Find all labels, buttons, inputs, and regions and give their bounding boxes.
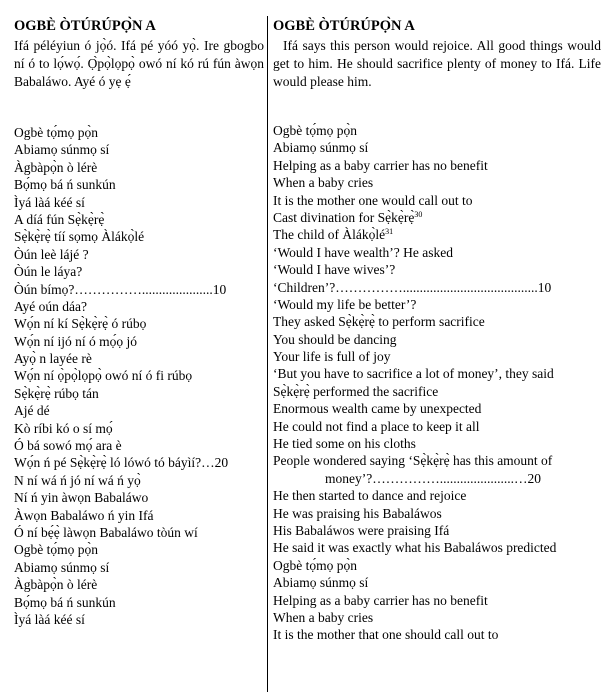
english-verse-line-text: When a baby cries: [273, 175, 374, 191]
yoruba-verse-line: [14, 281, 228, 298]
yoruba-verse-line: [14, 559, 228, 576]
english-verse-line: [273, 505, 556, 522]
english-verse-line: [273, 452, 556, 469]
english-verse-line: [273, 365, 556, 382]
english-verse-line: [273, 244, 556, 261]
footnote-marker: 31: [385, 227, 394, 237]
english-verse-line-text: He was praising his Babaláwos: [273, 505, 442, 521]
yoruba-verse-line-text: Wọ́n ní ọ̀pọ̀lọpọ̀ owó ní ó fi rúbọ: [14, 368, 193, 384]
yoruba-verse-line: [14, 402, 228, 419]
yoruba-verse-line: [14, 315, 228, 332]
yoruba-verse-line: [14, 176, 228, 193]
english-verse-line: [273, 574, 556, 591]
yoruba-verse-line-text: Òún bímọ?…………….....................10: [14, 281, 227, 297]
english-verse-line-text: When a baby cries: [273, 609, 374, 625]
english-verse-line: [273, 209, 556, 226]
english-verse-line: [273, 383, 556, 400]
english-verse-line-text: ‘Would my life be better’?: [273, 296, 417, 312]
yoruba-verse-line-text: Wọ́n ní kí Sẹ̀kẹ̀rẹ̀ ó rúbọ: [14, 316, 147, 332]
yoruba-verse-line: [14, 333, 228, 350]
yoruba-verse-line: [14, 141, 228, 158]
yoruba-verse-line: [14, 541, 228, 558]
yoruba-verse-line: [14, 159, 228, 176]
yoruba-verse-line-text: Àgbàpọ̀n ò lérè: [14, 577, 98, 593]
english-verse-line-text: Cast divination for Sẹ̀kẹ̀rẹ̀: [273, 209, 415, 225]
english-verse-line-text: ‘Children’?……………........................................10: [273, 279, 552, 295]
english-verse-line-text: Enormous wealth came by unexpected: [273, 401, 482, 417]
english-verse-line: [273, 261, 556, 278]
english-verse-line: [273, 418, 556, 435]
yoruba-intro-paragraph: Ifá péléyiun ó jọ̀ó. Ifá pé yóó yọ̀. Ire gbogbo ní ó to lọ́wọ́. Ọ̀pọ̀lọpọ̀ owó ní kó rú fún àwọn Babaláwo. Ayé ó yẹ ẹ́: [14, 38, 264, 89]
yoruba-verse-line: [14, 211, 228, 228]
english-verse-line-text: His Babaláwos were praising Ifá: [273, 522, 450, 538]
yoruba-verse-line: [14, 472, 228, 489]
english-verse-line: [273, 174, 556, 191]
english-verse-line: [273, 331, 556, 348]
yoruba-verse-line: [14, 367, 228, 384]
yoruba-verse-line-text: Àwọn Babaláwo ń yin Ifá: [14, 507, 154, 523]
english-verse-line: [273, 400, 556, 417]
yoruba-verse-line-text: Òún leè lájé ?: [14, 246, 89, 262]
yoruba-verse-line-text: Sẹ̀kẹ̀rẹ̀ tíí sọmọ Àlákọ̀lé: [14, 229, 145, 245]
yoruba-verse-line-text: Ogbè tọ́mọ pọ̀n: [14, 125, 98, 140]
english-verse-line: [273, 557, 556, 574]
english-verse-line: [273, 435, 556, 452]
yoruba-verse-line: [14, 246, 228, 263]
yoruba-verse-line-text: Bọ́mọ bá ń sunkún: [14, 594, 116, 610]
yoruba-verse-line-text: Ìyá làá kéé sí: [14, 611, 85, 627]
english-verse-line-text: ‘But you have to sacrifice a lot of money’, they said: [273, 366, 554, 382]
yoruba-verse-line-text: Bọ́mọ bá ń sunkún: [14, 177, 116, 193]
yoruba-verse-line-text: Abiamọ súnmọ sí: [14, 142, 110, 158]
yoruba-verse-line-text: Àgbàpọ̀n ò lérè: [14, 159, 98, 175]
yoruba-verse-line-text: Wọ́n ní ijó ní ó mọ́ọ jó: [14, 333, 137, 349]
english-verse-lines: [273, 122, 556, 644]
yoruba-verse-line-text: Ní ń yin àwọn Babaláwo: [14, 490, 149, 506]
english-verse-line-text: The child of Àlákọ̀lé: [273, 227, 386, 243]
yoruba-verse-line-text: Ìyá làá kéé sí: [14, 194, 85, 210]
yoruba-verse-line-text: Ayé oún dáa?: [14, 298, 87, 314]
english-verse-line-text: Your life is full of joy: [273, 349, 391, 365]
yoruba-verse-line: [14, 489, 228, 506]
yoruba-verse-line: [14, 263, 228, 280]
yoruba-verse-title: OGBÈ ÒTÚRÚPỌ̀N A: [14, 18, 156, 34]
english-verse-line-text: Ogbè tọ́mọ pọ̀n: [273, 123, 357, 138]
english-verse-line-text: He said it was exactly what his Babaláwos predicted: [273, 540, 557, 556]
yoruba-verse-line-text: Ayọ̀ n layée rè: [14, 351, 92, 367]
english-verse-line-text: They asked Sẹ̀kẹ̀rẹ̀ to perform sacrifice: [273, 314, 485, 330]
english-verse-line: [273, 226, 556, 243]
english-verse-line-text: Ogbè tọ́mọ pọ̀n: [273, 557, 357, 573]
footnote-marker: 30: [414, 209, 423, 219]
english-verse-line: [273, 539, 556, 556]
english-verse-line: [273, 609, 556, 626]
yoruba-verse-line-text: Sẹ̀kẹ̀rẹ̀ rúbọ tán: [14, 385, 99, 401]
yoruba-verse-line-text: Òún le láya?: [14, 264, 83, 280]
english-verse-line-text: You should be dancing: [273, 331, 397, 347]
english-verse-line-text: He tied some on his cloths: [273, 436, 416, 452]
yoruba-verse-line-text: Ó bá sowó mọ́ ara è: [14, 438, 122, 454]
english-verse-line-text: Abiamọ súnmọ sí: [273, 575, 369, 591]
yoruba-verse-line: [14, 298, 228, 315]
english-verse-line-text: It is the mother one would call out to: [273, 192, 473, 208]
english-verse-line: [273, 522, 556, 539]
english-verse-line: [273, 296, 556, 313]
english-verse-line-text: ‘Would I have wealth’? He asked: [273, 244, 453, 260]
english-verse-line-text: Helping as a baby carrier has no benefit: [273, 592, 488, 608]
english-verse-line-text: ‘Would I have wives’?: [273, 262, 396, 278]
yoruba-verse-line: [14, 420, 228, 437]
english-verse-line-text: Helping as a baby carrier has no benefit: [273, 157, 488, 173]
english-verse-line-text: People wondered saying ‘Sẹ̀kẹ̀rẹ̀ has this amount of: [273, 453, 553, 469]
yoruba-verse-line-text: Ó ní bẹ́ẹ̀ làwọn Babaláwo tòún wí: [14, 524, 198, 540]
yoruba-verse-line-text: Ajé dé: [14, 403, 50, 419]
english-verse-line: [273, 157, 556, 174]
yoruba-verse-line: [14, 350, 228, 367]
english-verse-line: [273, 592, 556, 609]
english-verse-line-text: He could not find a place to keep it all: [273, 418, 480, 434]
yoruba-verse-line: [14, 507, 228, 524]
english-verse-line: [273, 470, 556, 487]
english-verse-line: [273, 487, 556, 504]
english-intro-paragraph: Ifá says this person would rejoice. All good things would get to him. He should sacrifice plenty of money to Ifá. Life would please him.: [273, 38, 601, 89]
column-divider: [267, 16, 268, 692]
english-verse-line: [273, 348, 556, 365]
yoruba-verse-line-text: N ní wá ń jó ní wá ń yọ̀: [14, 472, 141, 488]
yoruba-verse-line: [14, 124, 228, 141]
english-verse-line: [273, 122, 556, 139]
english-verse-line: [273, 279, 556, 296]
yoruba-verse-line: [14, 611, 228, 628]
yoruba-verse-line: [14, 454, 228, 471]
yoruba-verse-lines: [14, 124, 228, 628]
yoruba-verse-line: [14, 437, 228, 454]
yoruba-verse-line-text: Wọ́n ń pé Sẹ̀kẹ̀rẹ̀ ló lówó tó báyìí?…20: [14, 455, 229, 471]
yoruba-verse-line-text: Kò ríbi kó o sí mọ́: [14, 420, 113, 436]
english-verse-line-text: Sẹ̀kẹ̀rẹ̀ performed the sacrifice: [273, 383, 439, 399]
yoruba-verse-line-text: Abiamọ súnmọ sí: [14, 559, 110, 575]
english-verse-line: [273, 192, 556, 209]
yoruba-verse-line: [14, 524, 228, 541]
english-verse-line: [273, 313, 556, 330]
english-verse-line-text: It is the mother that one should call out to: [273, 627, 499, 643]
english-verse-line: [273, 626, 556, 643]
english-verse-line-text: money’?……………......................…20: [325, 470, 541, 486]
yoruba-verse-line: [14, 385, 228, 402]
english-verse-line: [273, 139, 556, 156]
english-verse-line-text: He then started to dance and rejoice: [273, 488, 467, 504]
yoruba-verse-line: [14, 576, 228, 593]
yoruba-verse-line-text: Ogbè tọ́mọ pọ̀n: [14, 542, 98, 558]
yoruba-verse-line: [14, 194, 228, 211]
english-verse-line-text: Abiamọ súnmọ sí: [273, 140, 369, 156]
english-verse-title: OGBÈ ÒTÚRÚPỌ̀N A: [273, 18, 415, 34]
yoruba-verse-line: [14, 594, 228, 611]
yoruba-verse-line: [14, 228, 228, 245]
yoruba-verse-line-text: A díá fún Sẹ̀kẹ̀rẹ̀: [14, 211, 105, 227]
